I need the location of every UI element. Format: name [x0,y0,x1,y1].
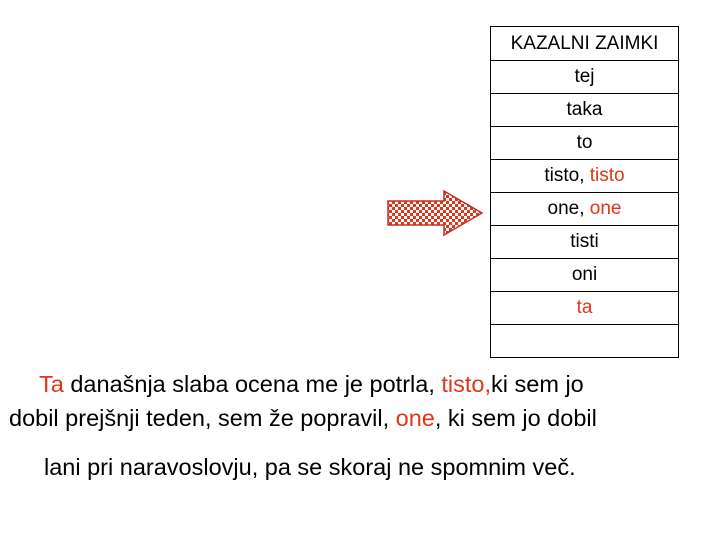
row-text: tisti [570,231,599,252]
sentence-line-2 [9,407,597,431]
row-highlight: ta [576,297,593,318]
highlight-ta: Ta [39,371,64,397]
table-row [491,226,678,259]
table-header-label: KAZALNI ZAIMKI [510,32,659,54]
sentence-text: dobil prejšnji teden, sem že popravil, [9,405,396,431]
table-row [491,127,678,160]
highlight-tisto: tisto, [441,371,492,397]
table-row [491,94,678,127]
row-highlight: tisto [589,165,625,186]
row-text: tej [574,66,595,87]
sentence-text: , ki sem jo dobil [434,405,597,431]
table-row [491,61,678,94]
sentence-text: današnja slaba ocena me je potrla, [63,371,442,397]
checkered-arrow-icon [386,189,484,237]
sentence-text: ki sem jo [491,371,584,397]
table-row [491,193,678,226]
row-text: taka [566,99,603,120]
row-text: one, [547,198,590,219]
sentence-line-3 [44,456,576,480]
row-text: oni [571,264,598,285]
table-header [491,27,678,61]
row-text: tisto, [544,165,590,186]
table-row [491,160,678,193]
sentence-line-1 [39,373,584,397]
table-row [491,292,678,325]
sentence-text: lani pri naravoslovju, pa se skoraj ne spomnim več. [44,454,576,480]
row-highlight: one [589,198,622,219]
highlight-one: one [395,405,435,431]
pronoun-table [490,26,679,358]
table-row [491,259,678,292]
table-row-empty [491,325,678,358]
row-text: to [576,132,593,153]
